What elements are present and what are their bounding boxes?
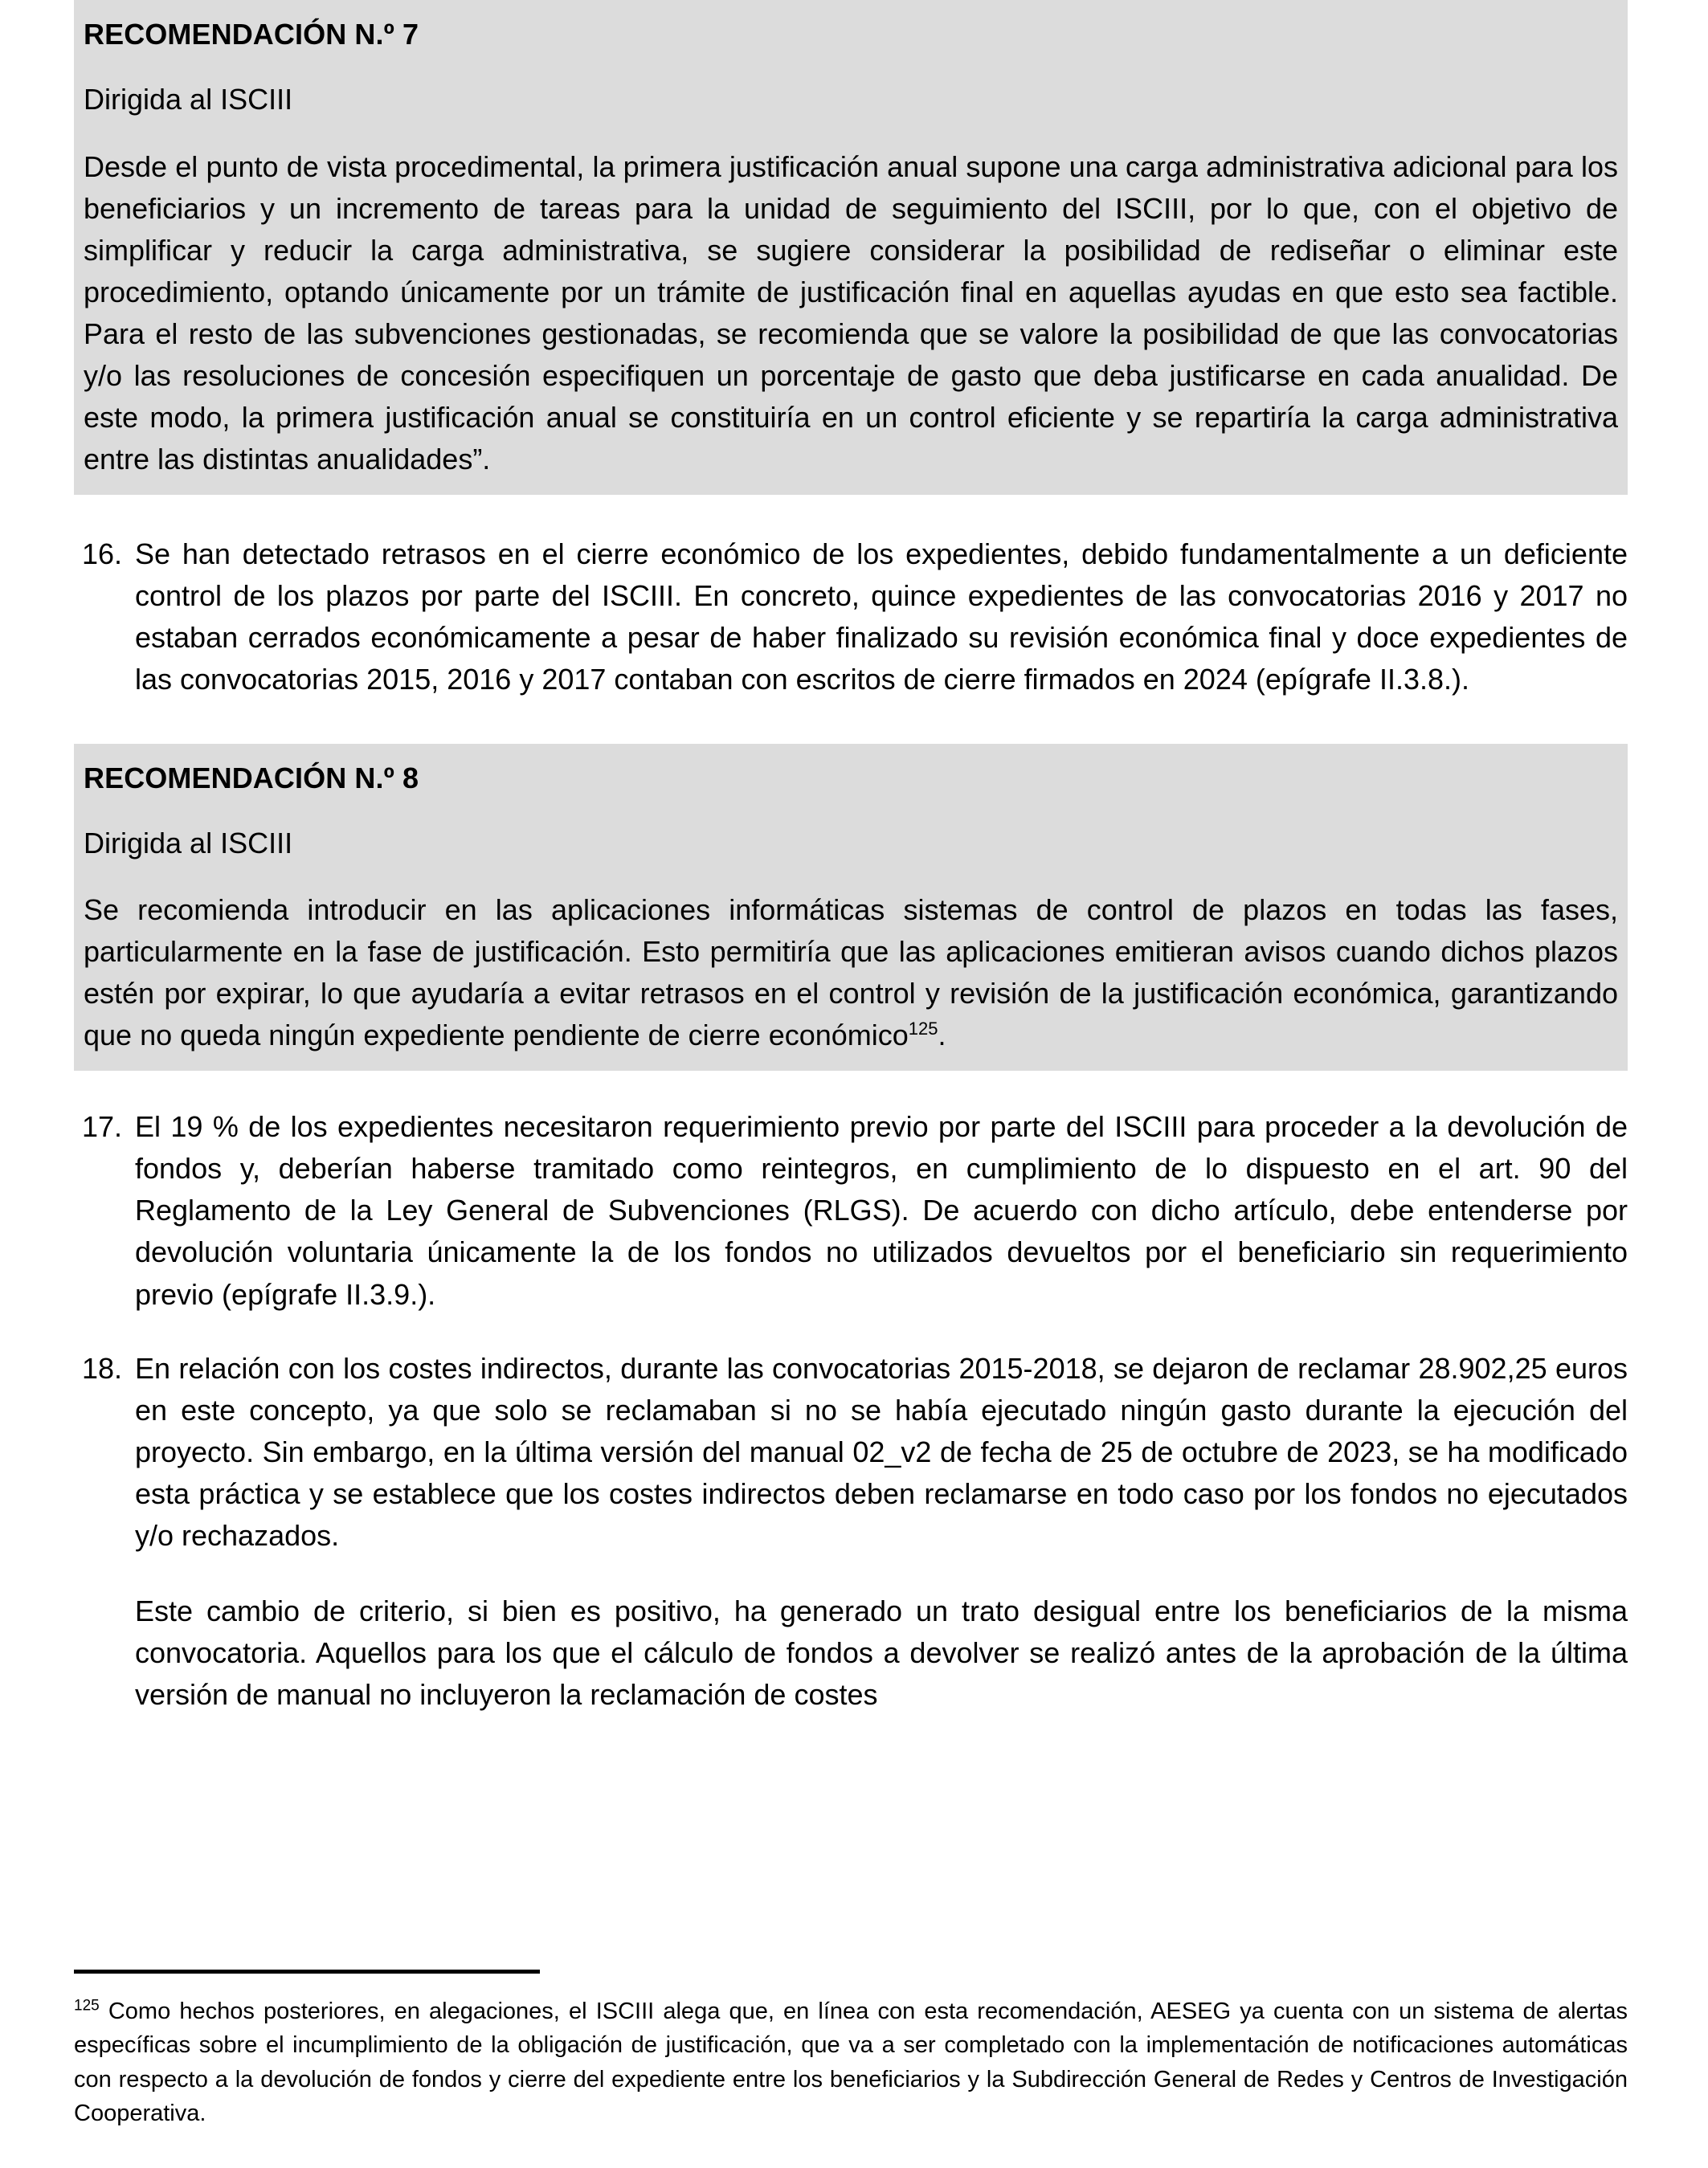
footnote-separator-rule [74, 1970, 540, 1974]
item-16-paragraph: Se han detectado retrasos en el cierre económico de los expedientes, debido fundamentalmente a un deficiente control de los plazos por parte del ISCIII. En concreto, quince expedientes de las convocatorias 2016 y 2017 no estaban cerrados económicamente a pesar de haber finalizado su revisión económica final y doce expedientes de las convocatorias 2015, 2016 y 2017 contaban con escritos de cierre firmados en 2024 (epígrafe II.3.8.). [135, 537, 1628, 696]
numbered-item-17 [74, 1106, 1628, 1315]
spacer [74, 700, 1628, 744]
recommendation-7-body: Desde el punto de vista procedimental, la primera justificación anual supone una carga administrativa adicional para los beneficiarios y un incremento de tareas para la unidad de seguimiento del ISCIII, por lo que, con el objetivo de simplificar y reducir la carga administrativa, se sugiere considerar la posibilidad de rediseñar o eliminar este procedimiento, optando únicamente por un trámite de justificación final en aquellas ayudas en que esto sea factible. Para el resto de las subvenciones gestionadas, se recomienda que se valore la posibilidad de que las convocatorias y/o las resoluciones de concesión especifiquen un porcentaje de gasto que deba justificarse en cada anualidad. De este modo, la primera justificación anual se constituiría en un control eficiente y se repartiría la carga administrativa entre las distintas anualidades”. [84, 149, 1618, 476]
item-16-number: 16. [82, 537, 123, 570]
recommendation-8-title: RECOMENDACIÓN N.º 8 [84, 761, 419, 794]
item-18-number: 18. [82, 1351, 123, 1385]
footnote-125-text: Como hechos posteriores, en alegaciones, el ISCIII alega que, en línea con esta recomendación, AESEG ya cuenta con un sistema de alertas específicas sobre el incumplimiento de la obligación de justificación, que va a ser completado con la implementación de notificaciones automáticas con respecto a la devolución de fondos y cierre del expediente entre los beneficiarios y la Subdirección General de Redes y Centros de Investigación Cooperativa. [74, 1999, 1628, 2126]
footnote-reference-125[interactable]: 125 [908, 1019, 938, 1039]
recommendation-8-body [84, 889, 1618, 1056]
item-17-number: 17. [82, 1110, 123, 1144]
footnote-125 [74, 1994, 1628, 2130]
recommendation-8-body-text: Se recomienda introducir en las aplicaciones informáticas sistemas de control de plazos en todas las fases, particularmente en la fase de justificación. Esto permitiría que las aplicaciones emitieran avisos cuando dichos plazos estén por expirar, lo que ayudaría a evitar retrasos en el control y revisión de la justificación económica, garantizando que no queda ningún expediente pendiente de cierre económico [84, 893, 1618, 1052]
recommendation-7-box [74, 0, 1628, 495]
numbered-item-16 [74, 533, 1628, 700]
spacer [74, 1071, 1628, 1106]
spacer [74, 1316, 1628, 1348]
recommendation-7-addressee: Dirigida al ISCIII [84, 82, 293, 116]
footnote-area [74, 1970, 1628, 2130]
item-16-text-wrapper [135, 533, 1628, 700]
item-18-paragraph-2: Este cambio de criterio, si bien es positivo, ha generado un trato desigual entre los beneficiarios de la misma convocatoria. Aquellos para los que el cálculo de fondos a devolver se realizó antes de la aprobación de la última versión de manual no incluyeron la reclamación de costes [135, 1594, 1628, 1711]
item-18-text-wrapper [135, 1348, 1628, 1716]
item-18-paragraph-1: En relación con los costes indirectos, durante las convocatorias 2015-2018, se dejaron de reclamar 28.902,25 euros en este concepto, ya que solo se reclamaban si no se había ejecutado ningún gasto durante la ejecución del proyecto. Sin embargo, en la última versión del manual 02_v2 de fecha de 25 de octubre de 2023, se ha modificado esta práctica y se establece que los costes indirectos deben reclamarse en todo caso por los fondos no ejecutados y/o rechazados. [135, 1351, 1628, 1552]
spacer [74, 495, 1628, 533]
recommendation-8-box [74, 744, 1628, 1072]
item-17-text-wrapper [135, 1106, 1628, 1315]
recommendation-7-title: RECOMENDACIÓN N.º 7 [84, 18, 419, 51]
footnote-125-marker: 125 [74, 1997, 100, 2015]
page-content [74, 0, 1628, 1716]
recommendation-8-body-tail: . [938, 1019, 946, 1052]
numbered-item-18 [74, 1348, 1628, 1716]
item-17-paragraph: El 19 % de los expedientes necesitaron requerimiento previo por parte del ISCIII para proceder a la devolución de fondos y, deberían haberse tramitado como reintegros, en cumplimiento de lo dispuesto en el art. 90 del Reglamento de la Ley General de Subvenciones (RLGS). De acuerdo con dicho artículo, debe entenderse por devolución voluntaria únicamente la de los fondos no utilizados devueltos por el beneficiario sin requerimiento previo (epígrafe II.3.9.). [135, 1110, 1628, 1311]
recommendation-8-addressee: Dirigida al ISCIII [84, 826, 293, 859]
